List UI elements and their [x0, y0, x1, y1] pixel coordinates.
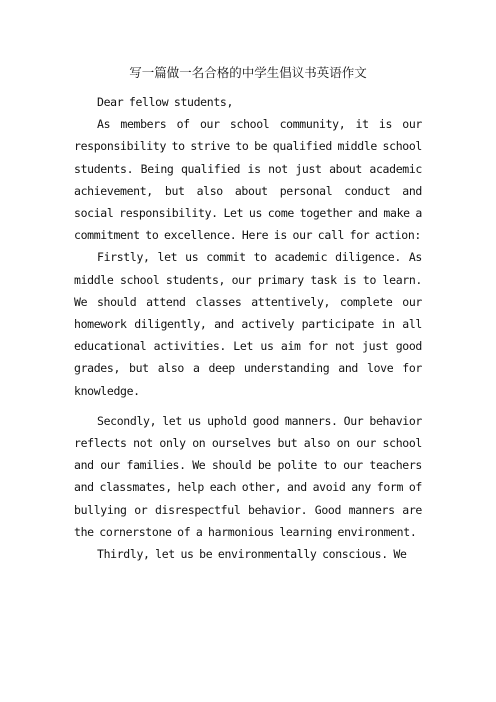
paragraph-thirdly: Thirdly, let us be environmentally conscious. We [97, 547, 407, 562]
paragraph-intro: As members of our school community, it is our responsibility to strive to be qualified middle school students. Being qualified is not just about academic achievement, but also about personal conduct and social responsibility. Let us come together and make a commitment to excellence. Here is our call for action: [74, 117, 422, 243]
paragraph-gap [74, 402, 422, 410]
paragraph-secondly: Secondly, let us uphold good manners. Our behavior reflects not only on ourselves but also on our school and our families. We should be polite to our teachers and classmates, help each other, and avoid any form of bullying or disrespectful behavior. Good manners are the cornerstone of a harmonious learning environment. [74, 413, 422, 539]
paragraph-firstly: Firstly, let us commit to academic diligence. As middle school students, our primary task is to learn. We should attend classes attentively, complete our homework diligently, and actively participate in all educational activities. Let us aim for not just good grades, but also a deep understanding and love for knowledge. [74, 250, 422, 398]
greeting-line: Dear fellow students, [97, 95, 234, 109]
document-title: 写一篇做一名合格的中学生倡议书英语作文 [129, 65, 367, 80]
